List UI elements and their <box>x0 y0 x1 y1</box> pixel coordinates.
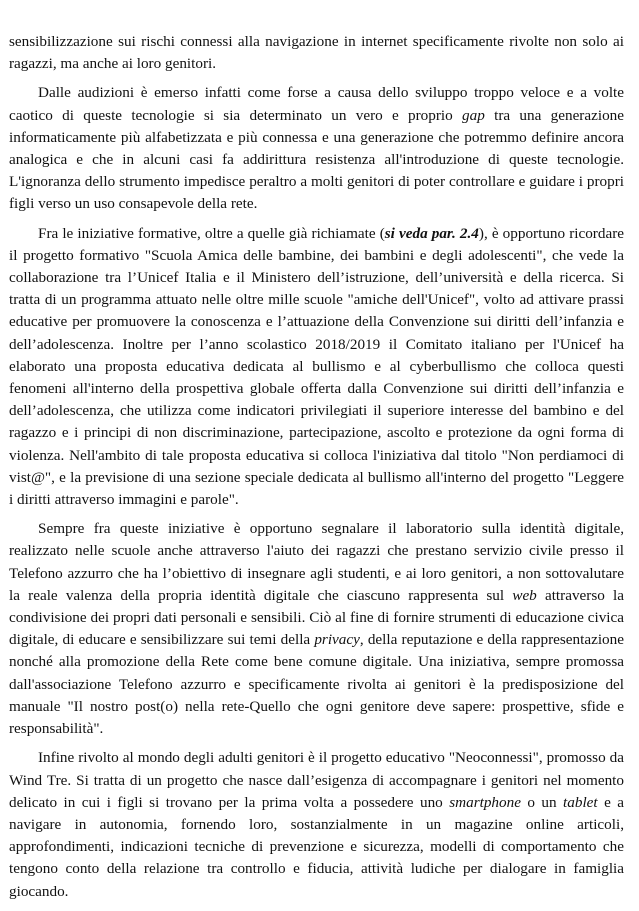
italic-term-tablet: tablet <box>563 793 598 811</box>
text-segment: , della reputazione e della rappresentazione nonché alla promozione della Rete come bene comune digitale. Una iniziativa, sempre promossa dall'associazione Telefono azzurro e specificamente rivolta ai genitori è la predisposizione del manuale "Il nostro post(o) nella rete-Quello che ogni genitore deve sapere: prospettive, sfide e responsabilità". <box>9 631 624 738</box>
paragraph-4 <box>9 518 624 740</box>
text-segment: tra una generazione informaticamente più alfabetizzata e più connessa e una generazione che potremmo definire ancora analogica e che in alcuni casi fa addirittura resistenza all'introduzione di queste tecnologie. L'ignoranza dello strumento impedisce peraltro a molti genitori di poter controllare e guidare i propri figli verso un uso consapevole della rete. <box>9 106 624 213</box>
paragraph-2 <box>9 82 624 215</box>
cross-reference: si veda par. 2.4 <box>384 224 479 242</box>
paragraph-3 <box>9 223 624 512</box>
text-segment: Sempre fra queste iniziative è opportuno segnalare il laboratorio sulla identità digitale, realizzato nelle scuole anche attraverso l'aiuto dei ragazzi che prestano servizio civile presso il Telefono azzurro che ha l’obiettivo di insegnare agli studenti, e ai loro genitori, a non sottovalutare la reale valenza della propria identità digitale che ciascuno rappresenta sul <box>9 520 624 604</box>
italic-term-smartphone: smartphone <box>449 793 521 811</box>
italic-term-web: web <box>512 586 537 604</box>
text-segment: e a navigare in autonomia, fornendo loro, sostanzialmente in un magazine online articoli, approfondimenti, indicazioni tecniche di prevenzione e sicurezza, modelli di comportamento che tengono conto della relazione tra controllo e fiducia, attività ludiche per dialogare in famiglia giocando. <box>9 793 625 900</box>
text-segment: sensibilizzazione sui rischi connessi alla navigazione in internet specificamente rivolte non solo ai ragazzi, ma anche ai loro genitori. <box>9 33 624 73</box>
text-segment: Dalle audizioni è emerso infatti come forse a causa dello sviluppo troppo veloce e a volte caotico di queste tecnologie si sia determinato un vero e proprio <box>9 84 624 124</box>
italic-term-gap: gap <box>462 106 485 124</box>
paragraph-1 <box>9 31 624 75</box>
text-segment: o un <box>520 793 564 811</box>
text-segment: attraverso la condivisione dei propri dati personali e sensibili. Ciò al fine di fornire strumenti di educazione civica digitale, di educare e sensibilizzare sui temi della <box>9 586 624 649</box>
text-segment: Fra le iniziative formative, oltre a quelle già richiamate ( <box>38 224 385 242</box>
italic-term-privacy: privacy <box>314 631 360 649</box>
text-segment: Infine rivolto al mondo degli adulti genitori è il progetto educativo "Neoconnessi", promosso da Wind Tre. Si tratta di un progetto che nasce dall’esigenza di accompagnare i genitori nel momento delicato in cui i figli si trovano per la prima volta a possedere uno <box>9 749 624 811</box>
paragraph-5 <box>9 747 624 902</box>
text-segment: ), è opportuno ricordare il progetto formativo "Scuola Amica delle bambine, dei bambini e degli adolescenti", che vede la collaborazione tra l’Unicef Italia e il Ministero dell’istruzione, dell’università e della ricerca. Si tratta di un programma attuato nelle oltre mille scuole "amiche dell'Unicef", volto ad attivare prassi educative per promuovere la conoscenza e l’attuazione della Convenzione sui diritti dell’infanzia e dell’adolescenza. Inoltre per l’anno scolastico 2018/2019 il Comitato italiano per l'Unicef ha elaborato una proposta educativa dedicata al bullismo e al cyberbullismo che colloca questi fenomeni all'interno della prospettiva globale offerta dalla Convenzione sui diritti dell’infanzia e dell’adolescenza, che utilizza come indicatori privilegiati il superiore interesse del bambino e del ragazzo e i principi di non discriminazione, partecipazione, ascolto e protezione da ogni forma di violenza. Nell'ambito di tale proposta educativa si colloca l'iniziativa dal titolo "Non perdiamoci di vist@", e la previsione di una sezione speciale dedicata al bullismo all'interno del progetto "Leggere i diritti attraverso immagini e parole". <box>9 224 624 509</box>
